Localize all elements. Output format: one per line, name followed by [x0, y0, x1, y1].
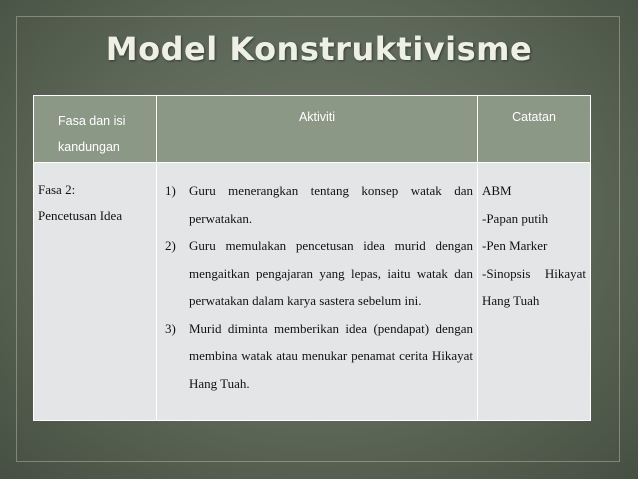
- catatan-item: ABM: [482, 183, 512, 198]
- catatan-item: -Papan putih: [482, 210, 549, 226]
- table-header-row: [34, 96, 591, 163]
- catatan-item: -Pen Marker: [482, 238, 548, 253]
- catatan-item: -Sinopsis Hikayat Hang Tuah: [482, 265, 586, 308]
- activity-item: 3) Murid diminta memberikan idea (pendapat) dengan membina watak atau menukar penamat cerita Hikayat Hang Tuah.: [165, 320, 473, 391]
- lesson-table: [33, 95, 591, 421]
- slide-title: Model Konstruktivisme: [105, 30, 533, 68]
- header-catatan: Catatan: [478, 96, 591, 163]
- activity-item: 1) Guru menerangkan tentang konsep watak dan perwatakan.: [165, 183, 473, 226]
- cell-catatan: [478, 163, 591, 421]
- header-aktiviti: Aktiviti: [157, 96, 478, 163]
- cell-aktiviti: [157, 163, 478, 421]
- cell-fasa: [34, 163, 157, 421]
- table-row: [34, 163, 591, 421]
- header-fasa: Fasa dan isi kandungan: [34, 96, 157, 163]
- activity-item: 2) Guru memulakan pencetusan idea murid dengan mengaitkan pengajaran yang lepas, iaitu watak dan perwatakan dalam karya sastera sebelum ini.: [165, 238, 473, 308]
- fasa-name: Pencetusan Idea: [38, 208, 123, 223]
- fasa-label: Fasa 2:: [38, 182, 76, 197]
